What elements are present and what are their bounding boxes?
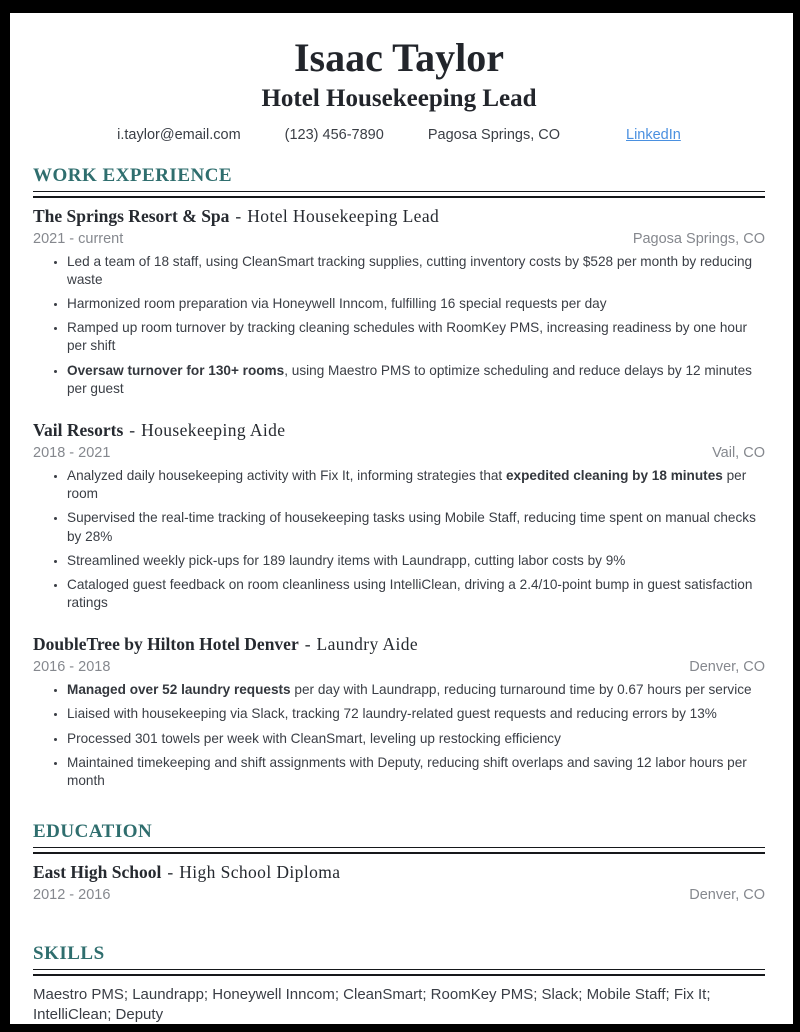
section-work-experience <box>33 165 765 790</box>
education-dates: 2012 - 2016 <box>33 887 111 904</box>
job-dates: 2021 - current <box>33 230 124 247</box>
bullet-text: Cataloged guest feedback on room cleanliness using IntelliClean, driving a 2.4/10-point bump in guest satisfaction ratings <box>67 576 753 611</box>
bullet-item <box>67 362 765 398</box>
education-location: Denver, CO <box>689 887 765 904</box>
bullet-text: Analyzed daily housekeeping activity with Fix It, informing strategies that <box>67 467 506 483</box>
bullet-text-bold: Managed over 52 laundry requests <box>67 682 291 698</box>
title-separator: - <box>304 634 311 655</box>
bullet-text: per room <box>67 467 747 502</box>
job-location: Pagosa Springs, CO <box>632 230 765 247</box>
bullet-text: , using Maestro PMS to optimize scheduling and reduce delays by 12 minutes per guest <box>67 362 752 396</box>
contact-location: Pagosa Springs, CO <box>427 126 561 143</box>
bullet-text-bold: expedited cleaning by 18 minutes <box>506 467 723 483</box>
bullet-item <box>67 576 765 612</box>
education-title <box>33 862 765 884</box>
contact-phone: (123) 456-7890 <box>284 126 384 143</box>
school-name: East High School <box>33 862 162 883</box>
job-entry <box>33 206 765 398</box>
bullet-item <box>67 253 765 289</box>
job-company: The Springs Resort & Spa <box>33 205 230 226</box>
bullet-item <box>67 319 765 355</box>
job-bullets <box>33 681 765 790</box>
section-divider <box>33 847 765 854</box>
job-location: Denver, CO <box>689 659 765 676</box>
section-divider <box>33 969 765 976</box>
bullet-item <box>67 295 765 313</box>
job-title-line <box>33 420 765 442</box>
job-dates: 2016 - 2018 <box>33 659 111 676</box>
job-entry <box>33 420 765 612</box>
job-meta <box>33 445 765 461</box>
bullet-text: Streamlined weekly pick-ups for 189 laundry items with Laundrapp, cutting labor costs by 9% <box>67 552 626 568</box>
job-meta <box>33 231 765 247</box>
section-divider <box>33 191 765 198</box>
title-separator: - <box>129 420 136 441</box>
person-name: Isaac Taylor <box>293 35 505 80</box>
job-meta <box>33 659 765 675</box>
title-separator: - <box>167 862 174 883</box>
bullet-item <box>67 754 765 790</box>
bullet-text: Maintained timekeeping and shift assignments with Deputy, reducing shift overlaps and saving 12 labor hours per month <box>67 754 747 789</box>
section-skills <box>33 943 765 1026</box>
bullet-text: Ramped up room turnover by tracking cleaning schedules with RoomKey PMS, increasing readiness by one hour per shift <box>67 320 748 354</box>
job-role: Hotel Housekeeping Lead <box>247 205 440 226</box>
jobs-container <box>33 206 765 790</box>
education-entry <box>33 862 765 903</box>
person-title: Hotel Housekeeping Lead <box>261 85 537 112</box>
skills-text: Maestro PMS; Laundrapp; Honeywell Inncom; CleanSmart; RoomKey PMS; Slack; Mobile Staff; Fix It; IntelliClean; Deputy <box>33 986 711 1024</box>
bullet-text-bold: Oversaw turnover for 130+ rooms <box>67 362 285 378</box>
bullet-item <box>67 705 765 723</box>
degree-name: High School Diploma <box>179 862 341 883</box>
linkedin-link[interactable]: LinkedIn <box>626 126 681 143</box>
job-role: Laundry Aide <box>316 634 419 655</box>
bullet-item <box>67 681 765 699</box>
job-dates: 2018 - 2021 <box>33 444 111 461</box>
contact-email: i.taylor@email.com <box>117 126 241 143</box>
job-bullets <box>33 253 765 398</box>
title-separator: - <box>235 205 242 226</box>
job-title-line <box>33 206 765 228</box>
contact-row <box>33 127 765 143</box>
job-bullets <box>33 467 765 612</box>
job-company: DoubleTree by Hilton Hotel Denver <box>33 634 299 655</box>
job-title-line <box>33 634 765 656</box>
job-location: Vail, CO <box>712 444 765 461</box>
work-experience-heading: WORK EXPERIENCE <box>33 164 233 186</box>
skills-heading: SKILLS <box>33 943 105 965</box>
bullet-text: Led a team of 18 staff, using CleanSmart tracking supplies, cutting inventory costs by $528 per month by reducing waste <box>67 253 753 287</box>
job-company: Vail Resorts <box>33 420 124 441</box>
bullet-text: Harmonized room preparation via Honeywell Inncom, fulfilling 16 special requests per day <box>67 296 607 312</box>
job-role: Housekeeping Aide <box>141 420 286 441</box>
bullet-item <box>67 552 765 570</box>
bullet-text: per day with Laundrapp, reducing turnaround time by 0.67 hours per service <box>290 682 752 698</box>
job-entry <box>33 634 765 790</box>
education-meta <box>33 887 765 903</box>
bullet-item <box>67 467 765 503</box>
education-heading: EDUCATION <box>33 821 153 843</box>
resume-header <box>33 36 765 143</box>
bullet-text: Supervised the real-time tracking of housekeeping tasks using Mobile Staff, reducing time spent on manual checks by 28% <box>67 510 756 544</box>
section-education <box>33 821 765 903</box>
bullet-text: Processed 301 towels per week with CleanSmart, leveling up restocking efficiency <box>67 730 561 746</box>
bullet-text: Liaised with housekeeping via Slack, tracking 72 laundry-related guest requests and reducing errors by 13% <box>67 706 717 722</box>
bullet-item <box>67 509 765 545</box>
bullet-item <box>67 730 765 748</box>
